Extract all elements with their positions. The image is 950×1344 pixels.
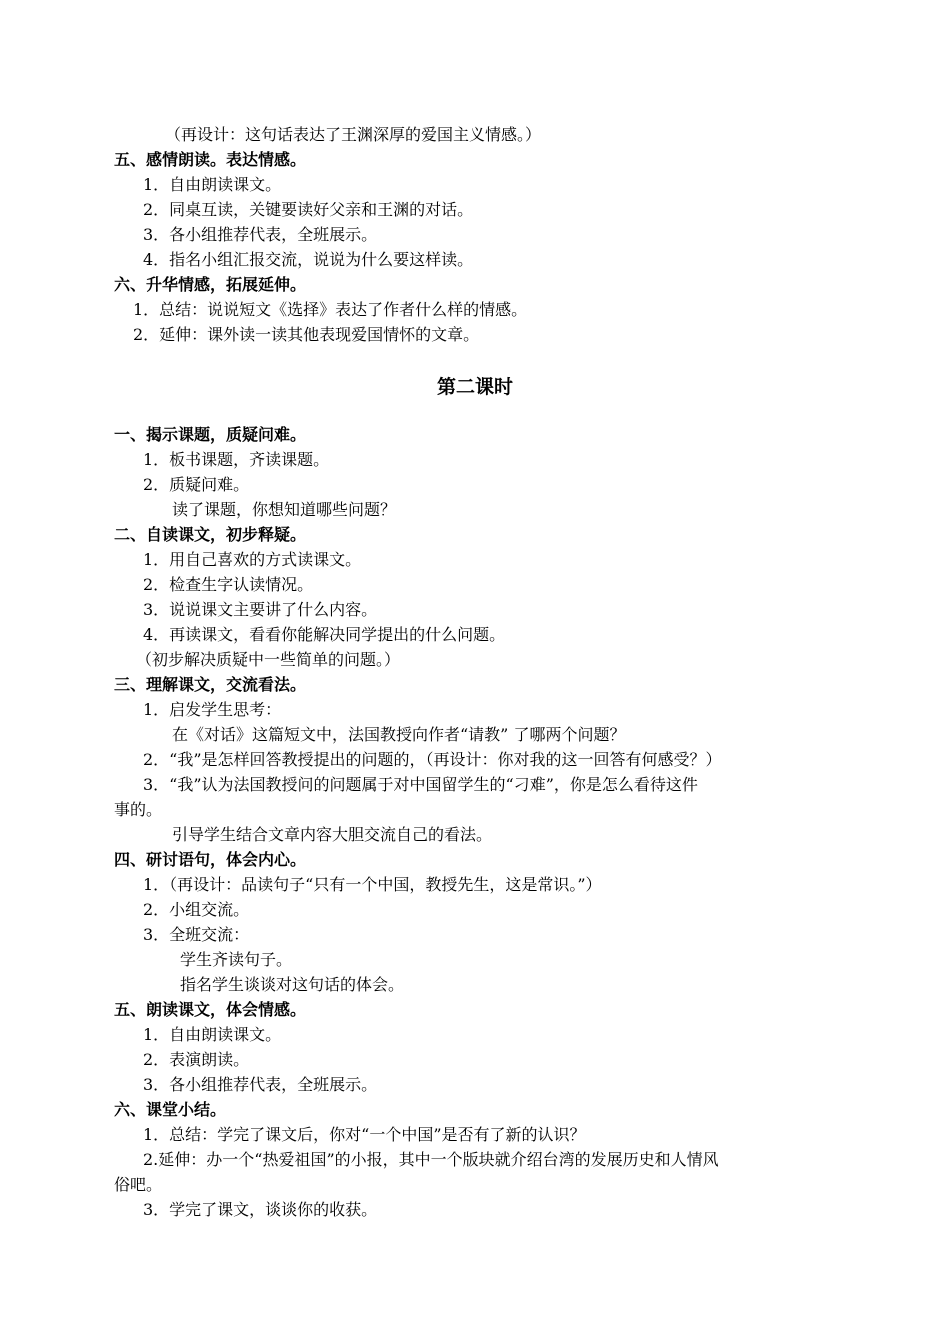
section-heading: 一、揭示课题，质疑问难。 [114,425,307,444]
list-item: 2．检查生字认读情况。 [143,575,314,594]
list-subitem: 引导学生结合文章内容大胆交流自己的看法。 [172,825,493,844]
list-item: 2．小组交流。 [143,900,250,919]
list-subitem: 读了课题，你想知道哪些问题？ [172,500,397,519]
list-item: 2．延伸：课外读一读其他表现爱国情怀的文章。 [133,325,480,344]
list-subitem: 在《对话》这篇短文中，法国教授向作者“请教” 了哪两个问题？ [172,725,626,744]
list-item: 1．启发学生思考： [143,700,282,719]
list-item: 4．再读课文，看看你能解决同学提出的什么问题。 [143,625,506,644]
section-heading: 五、朗读课文，体会情感。 [114,1000,307,1019]
list-item: 1．用自己喜欢的方式读课文。 [143,550,362,569]
revision-note: （初步解决质疑中一些简单的问题。） [136,650,401,669]
list-item: 1．自由朗读课文。 [143,175,282,194]
lesson-title: 第二课时 [436,376,513,398]
list-item: 1．总结：说说短文《选择》表达了作者什么样的情感。 [133,300,528,319]
list-item: 2．同桌互读，关键要读好父亲和王渊的对话。 [143,200,474,219]
section-heading: 五、感情朗读。表达情感。 [114,150,307,169]
list-item: 1．（再设计：品读句子“只有一个中国，教授先生，这是常识。”） [143,875,602,894]
list-item: 1．总结：学完了课文后，你对“一个中国”是否有了新的认识？ [143,1125,586,1144]
list-item: 1．自由朗读课文。 [143,1025,282,1044]
section-heading: 六、课堂小结。 [114,1100,227,1119]
section-heading: 三、理解课文，交流看法。 [114,675,307,694]
list-item: 2．质疑问难。 [143,475,250,494]
list-item: 2．“我”是怎样回答教授提出的问题的，（再设计：你对我的这一回答有何感受？） [143,750,722,769]
list-item: 2.延伸：办一个“热爱祖国”的小报，其中一个版块就介绍台湾的发展历史和人情风 [143,1150,719,1169]
list-item: 3．全班交流： [143,925,250,944]
list-item-continuation: 俗吧。 [114,1175,163,1194]
list-item: 3．学完了课文，谈谈你的收获。 [143,1200,378,1219]
list-item: 1．板书课题，齐读课题。 [143,450,330,469]
revision-note: （再设计：这句话表达了王渊深厚的爱国主义情感。） [165,125,542,144]
list-item: 2．表演朗读。 [143,1050,250,1069]
list-item: 4．指名小组汇报交流，说说为什么要这样读。 [143,250,474,269]
list-subitem: 学生齐读句子。 [180,950,293,969]
section-heading: 二、自读课文，初步释疑。 [114,525,307,544]
section-heading: 四、研讨语句，体会内心。 [114,850,307,869]
list-item-continuation: 事的。 [114,800,163,819]
list-item: 3．各小组推荐代表，全班展示。 [143,225,378,244]
list-item: 3．说说课文主要讲了什么内容。 [143,600,378,619]
list-item: 3．各小组推荐代表，全班展示。 [143,1075,378,1094]
list-item: 3．“我”认为法国教授问的问题属于对中国留学生的“刁难”，你是怎么看待这件 [143,775,698,794]
list-subitem: 指名学生谈谈对这句话的体会。 [180,975,405,994]
section-heading: 六、升华情感，拓展延伸。 [114,275,307,294]
